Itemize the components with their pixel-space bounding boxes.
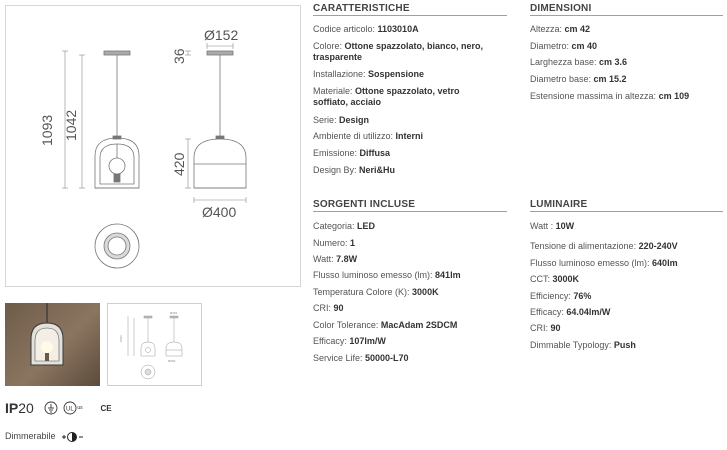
spec-emissione: Emissione: Diffusa (313, 148, 391, 158)
spec-temperatura-colore: Temperatura Colore (K): 3000K (313, 287, 439, 297)
spec-materiale: Materiale: Ottone spazzolato, vetro soffiato, acciaio (313, 86, 460, 107)
spec-diametro-base: Diametro base: cm 15.2 (530, 74, 627, 84)
divider (313, 15, 507, 16)
ce-mark: CE (100, 403, 112, 413)
drawing-svg (6, 6, 302, 288)
section-title-dimensioni: DIMENSIONI (530, 3, 592, 14)
spec-luminaire-flusso: Flusso luminoso emesso (lm): 640lm (530, 258, 678, 268)
side-view (194, 51, 246, 188)
dim-canopy-height: 36 (171, 48, 187, 64)
spec-larghezza-base: Larghezza base: cm 3.6 (530, 57, 628, 67)
drawing-thumb-svg (108, 304, 202, 386)
svg-text:Ø400: Ø400 (168, 359, 176, 363)
dim-total-height: 1093 (39, 114, 55, 146)
spec-cri: CRI: 90 (313, 303, 344, 313)
spec-serie: Serie: Design (313, 115, 370, 125)
dim-top-diameter: Ø152 (204, 27, 239, 43)
bottom-view (95, 224, 139, 268)
spec-dimmable-typology: Dimmable Typology: Push (530, 340, 636, 350)
dim-shade-height: 420 (171, 152, 187, 176)
spec-categoria: Categoria: LED (313, 221, 376, 231)
spec-design-by: Design By: Neri&Hu (313, 165, 396, 175)
spec-color-tolerance: Color Tolerance: MacAdam 2SDCM (313, 320, 458, 330)
cul-us-icon (62, 401, 84, 415)
ground-icon (44, 401, 58, 415)
divider (530, 15, 723, 16)
dimmer-icon (62, 430, 84, 442)
spec-installazione: Installazione: Sospensione (313, 69, 425, 79)
dimmable-label: Dimmerabile (5, 431, 56, 441)
divider (313, 211, 507, 212)
svg-text:1093: 1093 (119, 335, 123, 342)
spec-estensione: Estensione massima in altezza: cm 109 (530, 91, 690, 101)
spec-luminaire-cri: CRI: 90 (530, 323, 561, 333)
divider (530, 211, 723, 212)
spec-altezza: Altezza: cm 42 (530, 24, 591, 34)
dim-body-height: 1042 (63, 109, 79, 141)
product-photo-thumbnail[interactable] (5, 303, 100, 386)
spec-diametro: Diametro: cm 40 (530, 41, 598, 51)
ip-value: 20 (18, 400, 34, 416)
dim-shade-diameter: Ø400 (202, 204, 237, 220)
spec-tensione: Tensione di alimentazione: 220-240V (530, 241, 678, 251)
spec-luminaire-efficacy: Efficacy: 64.04lm/W (530, 307, 611, 317)
spec-colore: Colore: Ottone spazzolato, bianco, nero, trasparente (313, 41, 484, 62)
ip-prefix: IP (5, 400, 19, 416)
lamp-photo (5, 303, 100, 386)
spec-luminaire-watt: Watt : 10W (530, 221, 575, 231)
spec-efficacy: Efficacy: 107lm/W (313, 336, 386, 346)
front-view (95, 51, 139, 188)
drawing-thumbnail[interactable] (107, 303, 202, 386)
technical-drawing (5, 5, 301, 287)
spec-flusso-luminoso: Flusso luminoso emesso (lm): 841lm (313, 270, 461, 280)
section-title-sorgenti: SORGENTI INCLUSE (313, 199, 416, 210)
spec-cct: CCT: 3000K (530, 274, 580, 284)
spec-codice-articolo: Codice articolo: 1103010A (313, 24, 419, 34)
spec-watt: Watt: 7.8W (313, 254, 358, 264)
spec-ambiente: Ambiente di utilizzo: Interni (313, 131, 424, 141)
spec-service-life: Service Life: 50000-L70 (313, 353, 409, 363)
cert-us-label: us (77, 405, 83, 411)
svg-text:Ø152: Ø152 (170, 311, 178, 315)
spec-numero: Numero: 1 (313, 238, 356, 248)
section-title-caratteristiche: CARATTERISTICHE (313, 3, 410, 14)
spec-efficiency: Efficiency: 76% (530, 291, 592, 301)
svg-text:UL: UL (66, 406, 75, 413)
ip-rating (5, 400, 34, 416)
section-title-luminaire: LUMINAIRE (530, 199, 588, 210)
